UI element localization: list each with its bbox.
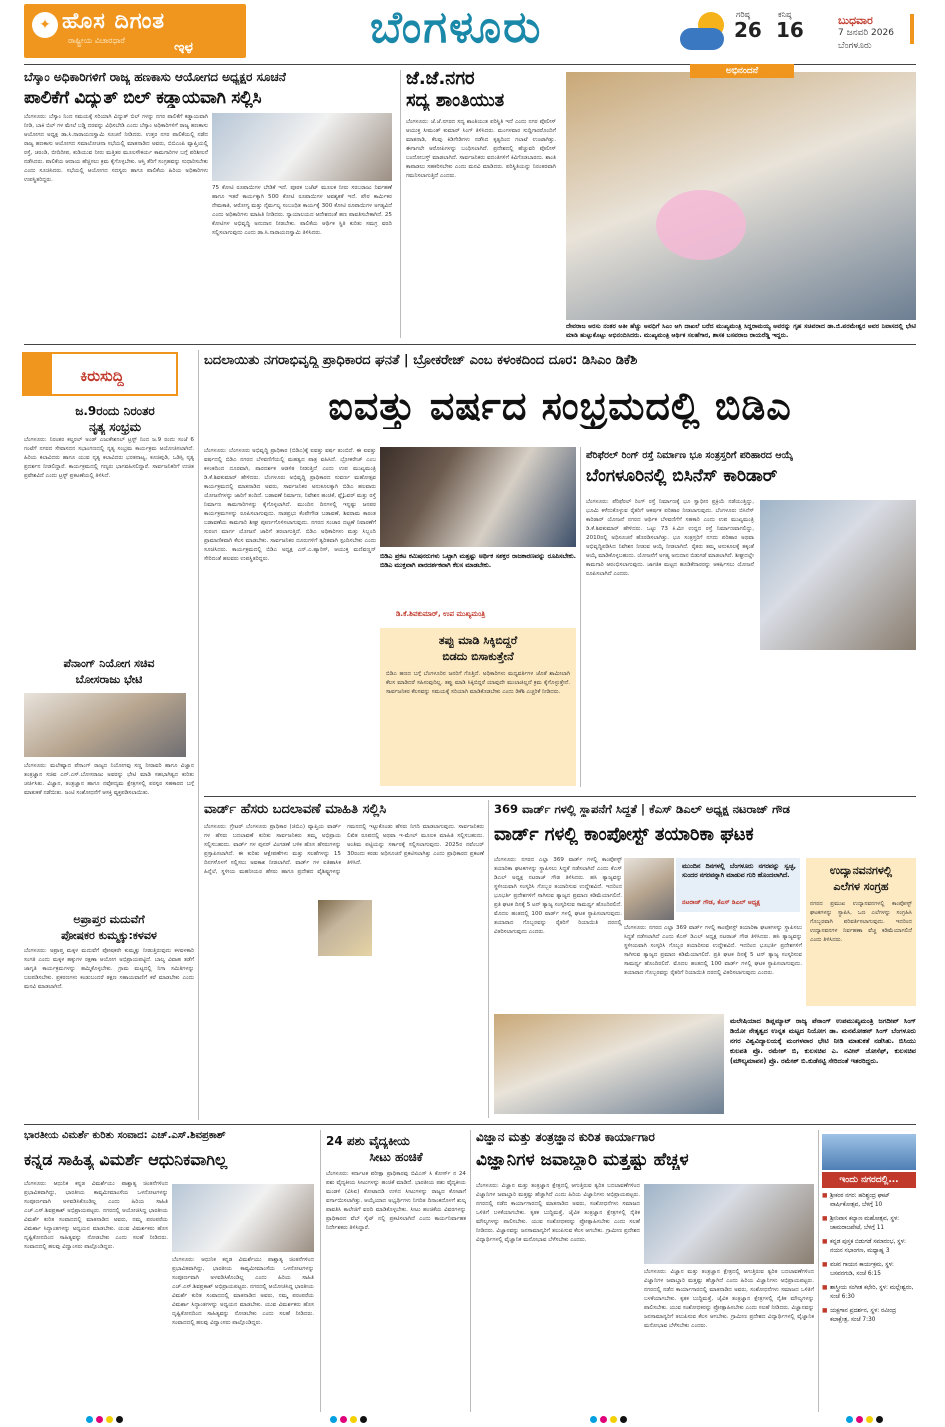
brief1-title-line2: ನೃತ್ಯ ಸಂಭ್ರಮ bbox=[88, 420, 142, 434]
lamp-logo-icon: ✦ bbox=[32, 12, 58, 38]
science-photo bbox=[644, 1184, 814, 1264]
ward-building-photo bbox=[318, 900, 372, 956]
black-dot bbox=[116, 1416, 123, 1423]
compost-side-title-line1: ಉದ್ಯಾನವನಗಳಲ್ಲಿ bbox=[829, 864, 893, 877]
yellow-dot bbox=[610, 1416, 617, 1423]
brief2-title-line1: ಪೆನಾಂಗ್ ನಿಯೋಗ ಸಚಿವ bbox=[63, 657, 155, 670]
literature-headline: ಕನ್ನಡ ಸಾಹಿತ್ಯ ವಿಮರ್ಶೆ ಆಧುನಿಕವಾಗಿಲ್ಲ bbox=[24, 1150, 228, 1169]
story2-headline-line1: ಜೆ.ಜೆ.ನಗರ bbox=[406, 68, 475, 89]
vet-headline-line2: ಸೀಟು ಹಂಚಿಕೆ bbox=[369, 1150, 423, 1164]
today-item-text: ಶಾಸ್ತ್ರೀಯ ಸಂಗೀತ ಕಛೇರಿ, ಸ್ಥಳ: ಮಲ್ಲೇಶ್ವರಂ, ಸಂಜೆ 6:30 bbox=[830, 1285, 914, 1300]
magenta-dot bbox=[340, 1416, 347, 1423]
brief2-body: ಬೆಂಗಳೂರು: ಮಲೇಷ್ಯಾದ ಪೆನಾಂಗ್ ರಾಜ್ಯದ ನಿಯೋಗವು ಸಣ್ಣ ನೀರಾವರಿ ಹಾಗೂ ವಿಜ್ಞಾನ ತಂತ್ರಜ್ಞಾನ ಸಚಿವ ಎನ್.ಎಸ್.ಬೋಸರಾಜು ಅವರನ್ನು ಭೇಟಿ ಮಾಡಿ ಸಹಭಾಗಿತ್ವದ ಕುರಿತು ಚರ್ಚಿಸಿತು. ವಿಜ್ಞಾನ, ತಂತ್ರಜ್ಞಾನ ಹಾಗೂ ನವೋದ್ಯಮ ಕ್ಷೇತ್ರಗಳಲ್ಲಿ ಪರಸ್ಪರ ಸಹಕಾರದ ಬಗ್ಗೆ ಮಾತುಕತೆ ನಡೆಯಿತು. ಜಂಟಿ ಸಂಶೋಧನೆಗೆ ಆಸಕ್ತಿ ವ್ಯಕ್ತಪಡಿಸಲಾಯಿತು. bbox=[24, 763, 194, 796]
cyan-dot bbox=[330, 1416, 337, 1423]
compost-body-cont: ಬೆಂಗಳೂರು: ನಗರದ ಎಲ್ಲಾ 369 ವಾರ್ಡ್ ಗಳಲ್ಲಿ ಕಾಂಪೋಸ್ಟ್ ತಯಾರಿಕಾ ಘಟಕಗಳನ್ನು ಸ್ಥಾಪಿಸಲು ಸಿದ್ಧತೆ ನಡೆಸಲಾಗಿದೆ ಎಂದು ಕೆಎಸ್ ಡಿಎಲ್ ಅಧ್ಯಕ್ಷ ನಟರಾಜ್ ಗೌಡ ತಿಳಿಸಿದರು. ಹಸಿ ತ್ಯಾಜ್ಯವನ್ನು ಸ್ಥಳೀಯವಾಗಿ ಸಂಸ್ಕರಿಸಿ ಗೊಬ್ಬರ ತಯಾರಿಸುವ ಉದ್ದೇಶವಿದೆ. ಇದರಿಂದ ಭೂಭರ್ತಿ ಪ್ರದೇಶಗಳಿಗೆ ಸಾಗಿಸುವ ತ್ಯಾಜ್ಯದ ಪ್ರಮಾಣ ಕಡಿಮೆಯಾಗಲಿದೆ. ಪ್ರತಿ ಘಟಕ ದಿನಕ್ಕೆ 5 ಟನ್ ತ್ಯಾಜ್ಯ ಸಂಸ್ಕರಿಸುವ ಸಾಮರ್ಥ್ಯ ಹೊಂದಿರಲಿದೆ. ಮೊದಲ ಹಂತದಲ್ಲಿ 100 ವಾರ್ಡ್ ಗಳಲ್ಲಿ ಘಟಕ ಸ್ಥಾಪಿಸಲಾಗುವುದು. ತಯಾರಾದ ಗೊಬ್ಬರವನ್ನು ರೈತರಿಗೆ ರಿಯಾಯಿತಿ ದರದಲ್ಲಿ ವಿತರಿಸಲಾಗುವುದು ಎಂದರು. bbox=[624, 925, 802, 976]
edition-label: ಇಳ bbox=[174, 38, 194, 57]
col-divider bbox=[400, 70, 401, 338]
yellow-dot bbox=[106, 1416, 113, 1423]
today-item bbox=[822, 1307, 916, 1324]
max-temp-label: ಗರಿಷ್ಠ bbox=[736, 10, 750, 19]
yellow-dot bbox=[866, 1416, 873, 1423]
compost-body: ಬೆಂಗಳೂರು: ನಗರದ ಎಲ್ಲಾ 369 ವಾರ್ಡ್ ಗಳಲ್ಲಿ ಕಾಂಪೋಸ್ಟ್ ತಯಾರಿಕಾ ಘಟಕಗಳನ್ನು ಸ್ಥಾಪಿಸಲು ಸಿದ್ಧತೆ ನಡೆಸಲಾಗಿದೆ ಎಂದು ಕೆಎಸ್ ಡಿಎಲ್ ಅಧ್ಯಕ್ಷ ನಟರಾಜ್ ಗೌಡ ತಿಳಿಸಿದರು. ಹಸಿ ತ್ಯಾಜ್ಯವನ್ನು ಸ್ಥಳೀಯವಾಗಿ ಸಂಸ್ಕರಿಸಿ ಗೊಬ್ಬರ ತಯಾರಿಸುವ ಉದ್ದೇಶವಿದೆ. ಇದರಿಂದ ಭೂಭರ್ತಿ ಪ್ರದೇಶಗಳಿಗೆ ಸಾಗಿಸುವ ತ್ಯಾಜ್ಯದ ಪ್ರಮಾಣ ಕಡಿಮೆಯಾಗಲಿದೆ. ಪ್ರತಿ ಘಟಕ ದಿನಕ್ಕೆ 5 ಟನ್ ತ್ಯಾಜ್ಯ ಸಂಸ್ಕರಿಸುವ ಸಾಮರ್ಥ್ಯ ಹೊಂದಿರಲಿದೆ. ಮೊದಲ ಹಂತದಲ್ಲಿ 100 ವಾರ್ಡ್ ಗಳಲ್ಲಿ ಘಟಕ ಸ್ಥಾಪಿಸಲಾಗುವುದು. ತಯಾರಾದ ಗೊಬ್ಬರವನ್ನು ರೈತರಿಗೆ ರಿಯಾಯಿತಿ ದರದಲ್ಲಿ ವಿತರಿಸಲಾಗುವುದು ಎಂದರು. bbox=[494, 857, 622, 935]
magenta-dot bbox=[856, 1416, 863, 1423]
cyan-dot bbox=[846, 1416, 853, 1423]
corridor-headline: ಬೆಂಗಳೂರಿನಲ್ಲಿ ಬಿಸಿನೆಸ್ ಕಾರಿಡಾರ್ bbox=[586, 466, 778, 486]
col-divider bbox=[198, 350, 199, 1120]
col-divider bbox=[580, 447, 581, 787]
lead-kicker: ಬದಲಾಯಿತು ನಗರಾಭಿವೃದ್ಧಿ ಪ್ರಾಧಿಕಾರದ ಘನತೆ | ಬ್ರೋಕರೇಜ್ ಎಂಬ ಕಳಂಕದಿಂದ ದೂರ: ಡಿಸಿಎಂ ಡಿಕೆಶಿ bbox=[204, 353, 638, 368]
story1-headline: ಪಾಲಿಕೆಗೆ ವಿದ್ಯುತ್ ಬಿಲ್ ಕಡ್ಡಾಯವಾಗಿ ಸಲ್ಲಿಸಿ bbox=[24, 88, 262, 108]
brief3-title-line1: ಅಪ್ರಾಪ್ತರ ಮದುವೆಗೆ bbox=[73, 913, 145, 926]
col-divider bbox=[818, 1130, 819, 1412]
cyan-dot bbox=[590, 1416, 597, 1423]
ward-headline: ವಾರ್ಡ್ ಹೆಸರು ಬದಲಾವಣೆ ಮಾಹಿತಿ ಸಲ್ಲಿಸಿ bbox=[204, 802, 387, 817]
date-block bbox=[838, 14, 894, 53]
weather-icon bbox=[676, 8, 736, 56]
science-body: ಬೆಂಗಳೂರು: ವಿಜ್ಞಾನ ಮತ್ತು ತಂತ್ರಜ್ಞಾನ ಕ್ಷೇತ್ರದಲ್ಲಿ ಆಗುತ್ತಿರುವ ತ್ವರಿತ ಬದಲಾವಣೆಗಳಿಂದ ವಿಜ್ಞಾನಿಗಳ ಜವಾಬ್ದಾರಿ ಮತ್ತಷ್ಟು ಹೆಚ್ಚಾಗಿದೆ ಎಂದು ಹಿರಿಯ ವಿಜ್ಞಾನಿಗಳು ಅಭಿಪ್ರಾಯಪಟ್ಟರು. ನಗರದಲ್ಲಿ ನಡೆದ ಕಾರ್ಯಾಗಾರದಲ್ಲಿ ಮಾತನಾಡಿದ ಅವರು, ಸಂಶೋಧನೆಗಳು ಸಮಾಜದ ಒಳಿತಿಗೆ ಬಳಕೆಯಾಗಬೇಕು. ಕೃತಕ ಬುದ್ಧಿಮತ್ತೆ, ಜೈವಿಕ ತಂತ್ರಜ್ಞಾನ ಕ್ಷೇತ್ರಗಳಲ್ಲಿ ನೈತಿಕ ಮೌಲ್ಯಗಳನ್ನು ಪಾಲಿಸಬೇಕು. ಯುವ ಸಂಶೋಧಕರನ್ನು ಪ್ರೋತ್ಸಾಹಿಸಬೇಕು ಎಂದು ಸಲಹೆ ನೀಡಿದರು. ವಿಜ್ಞಾನವನ್ನು ಜನಸಾಮಾನ್ಯರಿಗೆ ತಲುಪಿಸುವ ಕೆಲಸ ಆಗಬೇಕು. ಗ್ರಾಮೀಣ ಪ್ರದೇಶದ ವಿದ್ಯಾರ್ಥಿಗಳಲ್ಲಿ ವೈಜ್ಞಾನಿಕ ಮನೋಭಾವ ಬೆಳೆಸಬೇಕು ಎಂದರು. bbox=[476, 1183, 640, 1243]
place: ಬೆಂಗಳೂರು bbox=[838, 41, 872, 51]
compost-side-title-line2: ಎಲೆಗಳ ಸಂಗ್ರಹ bbox=[833, 880, 889, 893]
brand-name: ಹೊಸ ದಿಗಂತ bbox=[62, 9, 166, 34]
city-title: ಬೆಂಗಳೂರು bbox=[370, 2, 543, 53]
science-headline: ವಿಜ್ಞಾನಿಗಳ ಜವಾಬ್ದಾರಿ ಮತ್ತಷ್ಟು ಹೆಚ್ಚಳ bbox=[476, 1150, 689, 1170]
story2-body: ಬೆಂಗಳೂರು: ಜೆ.ಜೆ.ನಗರದ ಸದ್ಯ ಶಾಂತಿಯುತ ಪರಿಸ್ಥಿತಿ ಇದೆ ಎಂದು ನಗರ ಪೊಲೀಸ್ ಆಯುಕ್ತ ಸೀಮಂತ್ ಕುಮಾರ್ ಸಿಂಗ್ ತಿಳಿಸಿದರು. ಮಂಗಳವಾರ ಸುದ್ದಿಗಾರರೊಂದಿಗೆ ಮಾತನಾಡಿ, ಕೆಲವು ಕಿಡಿಗೇಡಿಗಳು ನಡೆಸಿದ ಕೃತ್ಯದಿಂದ ಗಲಾಟೆ ಉಂಟಾಗಿತ್ತು. ಈಗಾಗಲೇ ಆರೋಪಿಗಳನ್ನು ಬಂಧಿಸಲಾಗಿದೆ. ಪ್ರದೇಶದಲ್ಲಿ ಹೆಚ್ಚುವರಿ ಪೊಲೀಸ್ ಬಂದೋಬಸ್ತ್ ಮಾಡಲಾಗಿದೆ. ಸಾರ್ವಜನಿಕರು ವದಂತಿಗಳಿಗೆ ಕಿವಿಗೊಡಬಾರದು. ಶಾಂತಿ ಕಾಪಾಡಲು ಸಹಕರಿಸಬೇಕು ಎಂದು ಮನವಿ ಮಾಡಿದರು. ಪರಿಸ್ಥಿತಿಯನ್ನು ನಿರಂತರವಾಗಿ ಗಮನಿಸಲಾಗುತ್ತಿದೆ ಎಂದರು. bbox=[406, 119, 556, 179]
hand-icon bbox=[22, 352, 52, 396]
felicitation-caption: ದೇವರಾಜ ಅರಸು ನಂತರ ಅತೀ ಹೆಚ್ಚು ಅವಧಿಗೆ ಸಿಎಂ ಆಗಿ ದಾಖಲೆ ಬರೆದ ಮುಖ್ಯಮಂತ್ರಿ ಸಿದ್ದರಾಮಯ್ಯ ಅವರನ್ನು ಗೃಹ ಸಚಿವರಾದ ಡಾ.ಜಿ.ಪರಮೇಶ್ವರ ಅವರ ನಿವಾಸದಲ್ಲಿ ಭೇಟಿ ಮಾಡಿ ಹುಟ್ಟುಕೊಟ್ಟು ಅಭಿನಂದಿಸಿದರು. ಮುಖ್ಯಮಂತ್ರಿ ಆರ್ಥಿಕ ಸಲಹೆಗಾರ, ಶಾಸಕ ಬಸವರಾಜ ರಾಯರೆಡ್ಡಿ ಇದ್ದರು. bbox=[566, 323, 916, 339]
edge-marker bbox=[910, 14, 914, 44]
lead-quote-author: ಡಿ.ಕೆ.ಶಿವಕುಮಾರ್, ಉಪ ಮುಖ್ಯಮಂತ್ರಿ bbox=[396, 610, 486, 618]
ward-body: ಬೆಂಗಳೂರು: ಗ್ರೇಟರ್ ಬೆಂಗಳೂರು ಪ್ರಾಧಿಕಾರ (ಜಿಬಿಎ) ವ್ಯಾಪ್ತಿಯ ವಾರ್ಡ್ ಗಳ ಹೆಸರು ಬದಲಾವಣೆ ಕುರಿತು ಸಾರ್ವಜನಿಕರು ತಮ್ಮ ಅಭಿಪ್ರಾಯ ಸಲ್ಲಿಸಬಹುದು. ವಾರ್ಡ್ ಗಳ ಪುನರ್ ವಿಂಗಡಣೆ ಬಳಿಕ ಹೊಸ ಹೆಸರುಗಳನ್ನು ಪ್ರಸ್ತಾಪಿಸಲಾಗಿದೆ. ಈ ಕುರಿತು ಆಕ್ಷೇಪಣೆಗಳು ಮತ್ತು ಸಲಹೆಗಳನ್ನು 15 ದಿನಗಳೊಳಗೆ ಸಲ್ಲಿಸಲು ಅವಕಾಶ ನೀಡಲಾಗಿದೆ. ವಾರ್ಡ್ ಗಳ ಐತಿಹಾಸಿಕ ಹಿನ್ನೆಲೆ, ಸ್ಥಳೀಯ ಮಹನೀಯರ ಹೆಸರು ಹಾಗೂ ಪ್ರದೇಶದ ವೈಶಿಷ್ಟ್ಯಗಳನ್ನು ಗಮನದಲ್ಲಿ ಇಟ್ಟುಕೊಂಡು ಹೆಸರು ನಿಗದಿ ಮಾಡಲಾಗುವುದು. ಸಾರ್ವಜನಿಕರು ಲಿಖಿತ ರೂಪದಲ್ಲಿ ಅಥವಾ ಇ-ಮೇಲ್ ಮೂಲಕ ಮಾಹಿತಿ ಸಲ್ಲಿಸಬಹುದು. ಅಂತಿಮ ಪಟ್ಟಿಯನ್ನು ಸರ್ಕಾರಕ್ಕೆ ಸಲ್ಲಿಸಲಾಗುವುದು. 2025ರ ನವೆಂಬರ್ 30ರಂದು ಕರಡು ಅಧಿಸೂಚನೆ ಪ್ರಕಟಿಸಲಾಗಿತ್ತು ಎಂದು ಪ್ರಾಧಿಕಾರದ ಪ್ರಕಟಣೆ ತಿಳಿಸಿದೆ. bbox=[204, 824, 484, 875]
brand-tagline: ರಾಷ್ಟ್ರೀಯ ವಿಚಾರಧಾರೆ bbox=[68, 36, 125, 45]
brief3-body: ಬೆಂಗಳೂರು: ಅಪ್ರಾಪ್ತ ಮಕ್ಕಳ ಮದುವೆಗೆ ಪೋಷಕರೇ ಕುಮ್ಮಕ್ಕು ನೀಡುತ್ತಿರುವುದು ಕಳವಳಕಾರಿ ಸಂಗತಿ ಎಂದು ಮಕ್ಕಳ ಹಕ್ಕುಗಳ ರಕ್ಷಣಾ ಆಯೋಗ ಅಭಿಪ್ರಾಯಪಟ್ಟಿದೆ. ಬಾಲ್ಯ ವಿವಾಹ ತಡೆಗೆ ಜಾಗೃತಿ ಕಾರ್ಯಕ್ರಮಗಳನ್ನು ಹಮ್ಮಿಕೊಳ್ಳಬೇಕು. ಗ್ರಾಮ ಮಟ್ಟದಲ್ಲಿ ನಿಗಾ ಸಮಿತಿಗಳನ್ನು ಬಲಪಡಿಸಬೇಕು. ಪ್ರಕರಣಗಳು ಕಂಡುಬಂದರೆ ತಕ್ಷಣ ಸಹಾಯವಾಣಿಗೆ ಕರೆ ಮಾಡಬೇಕು ಎಂದು ಮನವಿ ಮಾಡಲಾಗಿದೆ. bbox=[24, 948, 194, 990]
today-label: ಇಂದು ನಗರದಲ್ಲಿ... bbox=[822, 1172, 916, 1188]
bullet-icon: ■ bbox=[822, 1262, 828, 1268]
black-dot bbox=[360, 1416, 367, 1423]
today-item-text: ಕನ್ನಡ ಪುಸ್ತಕ ಬಿಡುಗಡೆ ಸಮಾರಂಭ, ಸ್ಥಳ: ನಯನ ಸಭಾಂಗಣ, ಮಧ್ಯಾಹ್ನ 3 bbox=[830, 1239, 906, 1254]
cyan-dot bbox=[86, 1416, 93, 1423]
bullet-icon: ■ bbox=[822, 1216, 828, 1222]
delegation-photo bbox=[494, 1014, 724, 1114]
col-divider bbox=[470, 1130, 471, 1412]
today-item-text: ಯಕ್ಷಗಾನ ಪ್ರದರ್ಶನ, ಸ್ಥಳ: ರವೀಂದ್ರ ಕಲಾಕ್ಷೇತ್ರ, ಸಂಜೆ 7:30 bbox=[830, 1308, 897, 1323]
skyline-icon bbox=[822, 1134, 916, 1170]
brief3-title-line2: ಪೋಷಕರ ಕುಮ್ಮಕ್ಕು:ಕಳವಳ bbox=[61, 929, 157, 942]
felicitation-photo bbox=[566, 72, 916, 320]
compost-kicker: 369 ವಾರ್ಡ್ ಗಳಲ್ಲಿ ಸ್ಥಾಪನೆಗೆ ಸಿದ್ಧತೆ | ಕೆಎಸ್ ಡಿಎಲ್ ಅಧ್ಯಕ್ಷ ನಟರಾಜ್ ಗೌಡ bbox=[494, 802, 790, 816]
compost-quote: ಮುಂದಿನ ದಿನಗಳಲ್ಲಿ ಬೆಂಗಳೂರು ನಗರವನ್ನು ಸ್ವಚ್ಛ, ಸುಂದರ ನಗರವನ್ನಾಗಿ ಮಾಡುವ ಗುರಿ ಹೊಂದಲಾಗಿದೆ. bbox=[682, 863, 796, 879]
bullet-icon: ■ bbox=[822, 1308, 828, 1314]
brief1-body: ಬೆಂಗಳೂರು: ನಿರಂತರ ಕಲ್ಚರಲ್ ಅಂಡ್ ಎಜುಕೇಶನಲ್ ಟ್ರಸ್ಟ್ ನಿಂದ ಜ.9 ರಂದು ಸಂಜೆ 6 ಗಂಟೆಗೆ ನಗರದ ಸೇವಾಸದನ ಸಭಾಂಗಣದಲ್ಲಿ ನೃತ್ಯ ಸಂಭ್ರಮ ಕಾರ್ಯಕ್ರಮ ಆಯೋಜಿಸಲಾಗಿದೆ. ಹಿರಿಯ ಕಲಾವಿದರು ಹಾಗೂ ಯುವ ನೃತ್ಯ ಕಲಾವಿದರು ಭರತನಾಟ್ಯ, ಕೂಚಿಪುಡಿ, ಒಡಿಸ್ಸಿ ನೃತ್ಯ ಪ್ರದರ್ಶನ ನೀಡಲಿದ್ದಾರೆ. ಕಾರ್ಯಕ್ರಮದಲ್ಲಿ ಗಣ್ಯರು ಭಾಗವಹಿಸಲಿದ್ದಾರೆ. ಸಾರ್ವಜನಿಕರಿಗೆ ಉಚಿತ ಪ್ರವೇಶವಿದೆ ಎಂದು ಟ್ರಸ್ಟ್ ಪ್ರಕಟಣೆಯಲ್ಲಿ ತಿಳಿಸಿದೆ. bbox=[24, 437, 194, 479]
literature-body-cont: ಬೆಂಗಳೂರು: ಆಧುನಿಕ ಕನ್ನಡ ವಿಮರ್ಶೆಯು ಪಾಶ್ಚಾತ್ಯ ಚಿಂತನೆಗಳಿಂದ ಪ್ರಭಾವಿತವಾಗಿದ್ದು, ಭಾರತೀಯ ಕಾವ್ಯಮೀಮಾಂಸೆಯ ಒಳನೋಟಗಳನ್ನು ಸಂಪೂರ್ಣವಾಗಿ ಅಳವಡಿಸಿಕೊಂಡಿಲ್ಲ ಎಂದು ಹಿರಿಯ ಸಾಹಿತಿ ಎಚ್.ಎಸ್.ಶಿವಪ್ರಕಾಶ್ ಅಭಿಪ್ರಾಯಪಟ್ಟರು. ನಗರದಲ್ಲಿ ಆಯೋಜಿಸಿದ್ದ ಭಾರತೀಯ ವಿಮರ್ಶೆ ಕುರಿತ ಸಂವಾದದಲ್ಲಿ ಮಾತನಾಡಿದ ಅವರು, ನಮ್ಮ ಪರಂಪರೆಯ ವಿಮರ್ಶಾ ಸಿದ್ಧಾಂತಗಳನ್ನು ಅಧ್ಯಯನ ಮಾಡಬೇಕು. ಯುವ ವಿಮರ್ಶಕರು ಹೊಸ ದೃಷ್ಟಿಕೋನದಿಂದ ಸಾಹಿತ್ಯವನ್ನು ನೋಡಬೇಕು ಎಂದು ಸಲಹೆ ನೀಡಿದರು. ಸಂವಾದದಲ್ಲಿ ಹಲವು ವಿದ್ವಾಂಸರು ಪಾಲ್ಗೊಂಡಿದ್ದರು. bbox=[172, 1257, 314, 1326]
magenta-dot bbox=[600, 1416, 607, 1423]
today-item bbox=[822, 1261, 916, 1278]
brief2-photo bbox=[24, 693, 186, 757]
black-dot bbox=[620, 1416, 627, 1423]
compost-portrait bbox=[624, 858, 674, 920]
science-body-cont: ಬೆಂಗಳೂರು: ವಿಜ್ಞಾನ ಮತ್ತು ತಂತ್ರಜ್ಞಾನ ಕ್ಷೇತ್ರದಲ್ಲಿ ಆಗುತ್ತಿರುವ ತ್ವರಿತ ಬದಲಾವಣೆಗಳಿಂದ ವಿಜ್ಞಾನಿಗಳ ಜವಾಬ್ದಾರಿ ಮತ್ತಷ್ಟು ಹೆಚ್ಚಾಗಿದೆ ಎಂದು ಹಿರಿಯ ವಿಜ್ಞಾನಿಗಳು ಅಭಿಪ್ರಾಯಪಟ್ಟರು. ನಗರದಲ್ಲಿ ನಡೆದ ಕಾರ್ಯಾಗಾರದಲ್ಲಿ ಮಾತನಾಡಿದ ಅವರು, ಸಂಶೋಧನೆಗಳು ಸಮಾಜದ ಒಳಿತಿಗೆ ಬಳಕೆಯಾಗಬೇಕು. ಕೃತಕ ಬುದ್ಧಿಮತ್ತೆ, ಜೈವಿಕ ತಂತ್ರಜ್ಞಾನ ಕ್ಷೇತ್ರಗಳಲ್ಲಿ ನೈತಿಕ ಮೌಲ್ಯಗಳನ್ನು ಪಾಲಿಸಬೇಕು. ಯುವ ಸಂಶೋಧಕರನ್ನು ಪ್ರೋತ್ಸಾಹಿಸಬೇಕು ಎಂದು ಸಲಹೆ ನೀಡಿದರು. ವಿಜ್ಞಾನವನ್ನು ಜನಸಾಮಾನ್ಯರಿಗೆ ತಲುಪಿಸುವ ಕೆಲಸ ಆಗಬೇಕು. ಗ್ರಾಮೀಣ ಪ್ರದೇಶದ ವಿದ್ಯಾರ್ಥಿಗಳಲ್ಲಿ ವೈಜ್ಞಾನಿಕ ಮನೋಭಾವ ಬೆಳೆಸಬೇಕು ಎಂದರು. bbox=[644, 1269, 814, 1329]
delegation-caption: ಮಲೇಷಿಯಾದ ಡಿಪ್ಲಮ್ಯಾಟ್ ರಾಜ್ಯ ಪೆನಾಂಗ್ ಉಪಮುಖ್ಯಮಂತ್ರಿ ಜಗದೀಪ್ ಸಿಂಗ್ ಡಿಯೋ ನೇತೃತ್ವದ ಉನ್ನತ ಮಟ್ಟದ ನಿಯೋಗ ಡಾ. ಮನಮೋಹನ್ ಸಿಂಗ್ ಬೆಂಗಳೂರು ನಗರ ವಿಶ್ವವಿದ್ಯಾಲಯಕ್ಕೆ ಮಂಗಳವಾರ ಭೇಟಿ ನೀಡಿ ಮಾತುಕತೆ ನಡೆಸಿತು. ಬಿಸಿಯು ಕುಲಪತಿ ಪ್ರೊ. ರಮೇಶ್ ಬಿ, ಕುಲಸಚಿವ ಎ. ನವೀನ್ ಜೋಸೆಫ್, ಕುಲಸಚಿವ (ಮೌಲ್ಯಮಾಪನ) ಪ್ರೊ. ರಮೇಶ್ ಬಿ.ಕುಡೆನಟ್ಟಿ ಸೇರಿದಂತೆ ಇತರರಿದ್ದರು. bbox=[730, 1017, 916, 1065]
story1-body: ಬೆಂಗಳೂರು: ಬೆಸ್ಕಾಂ ನಿಂದ ಸಮಯಕ್ಕೆ ಸರಿಯಾಗಿ ವಿದ್ಯುತ್ ಬಿಲ್ ಗಳನ್ನು ನಗರ ಪಾಲಿಕೆಗೆ ಕಡ್ಡಾಯವಾಗಿ ನೀಡಿ, ಬಾಕಿ ಬಿಲ್ ಗಳ ಮೇಲೆ ಬಡ್ಡಿ ದರವನ್ನು ವಿಧಿಸಬೇಡಿ ಎಂದು ಬೆಸ್ಕಾಂ ಅಧಿಕಾರಿಗಳಿಗೆ ರಾಜ್ಯ ಹಣಕಾಸು ಆಯೋಗದ ಅಧ್ಯಕ್ಷ ಡಾ.ಸಿ.ನಾರಾಯಣಸ್ವಾಮಿ ಸೂಚನೆ ನೀಡಿದರು. ಉತ್ತರ ನಗರ ಪಾಲಿಕೆಯಲ್ಲಿ ನಡೆದ ರಾಜ್ಯ ಹಣಕಾಸು ಆಯೋಗದ ಸಮಾಲೋಚನಾ ಸಭೆಯಲ್ಲಿ ಮಾತನಾಡಿದ ಅವರು, ಬಿಬಿಎಂಪಿ ವ್ಯಾಪ್ತಿಯಲ್ಲಿ ರಸ್ತೆ, ಚರಂಡಿ, ಬೀದಿದೀಪ, ಕುಡಿಯುವ ನೀರು ಮತ್ತಿತರ ಮೂಲಸೌಕರ್ಯ ಕಾಮಗಾರಿಗಳ ಬಗ್ಗೆ ಪರಿಶೀಲನೆ ನಡೆಸಿದರು. ಪಾಲಿಕೆಯ ಆದಾಯ ಹೆಚ್ಚಿಸಲು ಕ್ರಮ ಕೈಗೊಳ್ಳಬೇಕು. ಆಸ್ತಿ ತೆರಿಗೆ ಸಂಗ್ರಹವನ್ನು ಸುಧಾರಿಸಬೇಕು ಎಂದು ಸೂಚಿಸಿದರು. ಸಭೆಯಲ್ಲಿ ಆಯೋಗದ ಸದಸ್ಯರು ಹಾಗೂ ಪಾಲಿಕೆಯ ಹಿರಿಯ ಅಧಿಕಾರಿಗಳು ಉಪಸ್ಥಿತರಿದ್ದರು. bbox=[24, 114, 208, 183]
bullet-icon: ■ bbox=[822, 1193, 828, 1199]
section-rule bbox=[204, 796, 916, 797]
today-item bbox=[822, 1215, 916, 1232]
felicitation-badge: ಅಭಿನಂದನೆ bbox=[690, 64, 794, 78]
corridor-kicker: ಪೆರಿಫೆರಲ್ ರಿಂಗ್ ರಸ್ತೆ ನಿರ್ಮಾಣ ಭೂ ಸಂತ್ರಸ್ತರಿಗೆ ಪರಿಹಾರದ ಆಯ್ಕೆ bbox=[586, 450, 793, 461]
literature-body: ಬೆಂಗಳೂರು: ಆಧುನಿಕ ಕನ್ನಡ ವಿಮರ್ಶೆಯು ಪಾಶ್ಚಾತ್ಯ ಚಿಂತನೆಗಳಿಂದ ಪ್ರಭಾವಿತವಾಗಿದ್ದು, ಭಾರತೀಯ ಕಾವ್ಯಮೀಮಾಂಸೆಯ ಒಳನೋಟಗಳನ್ನು ಸಂಪೂರ್ಣವಾಗಿ ಅಳವಡಿಸಿಕೊಂಡಿಲ್ಲ ಎಂದು ಹಿರಿಯ ಸಾಹಿತಿ ಎಚ್.ಎಸ್.ಶಿವಪ್ರಕಾಶ್ ಅಭಿಪ್ರಾಯಪಟ್ಟರು. ನಗರದಲ್ಲಿ ಆಯೋಜಿಸಿದ್ದ ಭಾರತೀಯ ವಿಮರ್ಶೆ ಕುರಿತ ಸಂವಾದದಲ್ಲಿ ಮಾತನಾಡಿದ ಅವರು, ನಮ್ಮ ಪರಂಪರೆಯ ವಿಮರ್ಶಾ ಸಿದ್ಧಾಂತಗಳನ್ನು ಅಧ್ಯಯನ ಮಾಡಬೇಕು. ಯುವ ವಿಮರ್ಶಕರು ಹೊಸ ದೃಷ್ಟಿಕೋನದಿಂದ ಸಾಹಿತ್ಯವನ್ನು ನೋಡಬೇಕು ಎಂದು ಸಲಹೆ ನೀಡಿದರು. ಸಂವಾದದಲ್ಲಿ ಹಲವು ವಿದ್ವಾಂಸರು ಪಾಲ್ಗೊಂಡಿದ್ದರು. bbox=[24, 1181, 168, 1250]
yellow-dot bbox=[350, 1416, 357, 1423]
vet-body: ಬೆಂಗಳೂರು: ಕರ್ನಾಟಕ ಪರೀಕ್ಷಾ ಪ್ರಾಧಿಕಾರವು ಬಿವಿಎಸ್ ಸಿ ಕೋರ್ಸ್ ನ 24 ಪಶು ವೈದ್ಯಕೀಯ ಸೀಟುಗಳನ್ನು ಹಂಚಿಕೆ ಮಾಡಿದೆ. ಭಾರತೀಯ ಪಶು ವೈದ್ಯಕೀಯ ಮಂಡಳಿ (ವಿಸಿಐ) ಕೋಟಾದಡಿ ಉಳಿದ ಸೀಟುಗಳನ್ನು ರಾಜ್ಯದ ಕೋಟಾಗೆ ವರ್ಗಾಯಿಸಲಾಗಿತ್ತು. ಆಯ್ಕೆಯಾದ ಅಭ್ಯರ್ಥಿಗಳು ನಿಗದಿತ ದಿನಾಂಕದೊಳಗೆ ಶುಲ್ಕ ಪಾವತಿಸಿ ಕಾಲೇಜಿಗೆ ವರದಿ ಮಾಡಿಕೊಳ್ಳಬೇಕು. ಸೀಟು ಹಂಚಿಕೆಯ ವಿವರಗಳನ್ನು ಪ್ರಾಧಿಕಾರದ ವೆಬ್ ಸೈಟ್ ನಲ್ಲಿ ಪ್ರಕಟಿಸಲಾಗಿದೆ ಎಂದು ಕಾರ್ಯನಿರ್ವಾಹಕ ನಿರ್ದೇಶಕರು ತಿಳಿಸಿದ್ದಾರೆ. bbox=[326, 1171, 466, 1231]
black-dot bbox=[876, 1416, 883, 1423]
lead-headline: ಐವತ್ತು ವರ್ಷದ ಸಂಭ್ರಮದಲ್ಲಿ ಬಿಡಿಎ bbox=[328, 384, 792, 428]
cloud-icon bbox=[680, 28, 724, 50]
today-item-text: ಶ್ರೀಕಂಠ ನಗರ: ಹರಿಶ್ಚಂದ್ರ ಘಾಟ್ ವಾರ್ಷಿಕೋತ್ಸವ, ಬೆಳಗ್ಗೆ 10 bbox=[830, 1193, 890, 1208]
bullet-icon: ■ bbox=[822, 1285, 828, 1291]
today-item bbox=[822, 1238, 916, 1255]
lead-body: ಬೆಂಗಳೂರು: ಬೆಂಗಳೂರು ಅಭಿವೃದ್ಧಿ ಪ್ರಾಧಿಕಾರ (ಬಿಡಿಎ)ಕ್ಕೆ ಐವತ್ತು ವರ್ಷ ತುಂಬಿದೆ. ಈ ಐವತ್ತು ವರ್ಷದಲ್ಲಿ ಬಿಡಿಎ ನಗರದ ಬೆಳವಣಿಗೆಯಲ್ಲಿ ಮಹತ್ವದ ಪಾತ್ರ ವಹಿಸಿದೆ. ಬ್ರೋಕರೇಜ್ ಎಂಬ ಕಳಂಕದಿಂದ ದೂರವಾಗಿ, ಪಾರದರ್ಶಕ ಆಡಳಿತ ನೀಡುತ್ತಿದೆ ಎಂದು ಉಪ ಮುಖ್ಯಮಂತ್ರಿ ಡಿ.ಕೆ.ಶಿವಕುಮಾರ್ ಹೇಳಿದರು. ಬೆಂಗಳೂರು ಅಭಿವೃದ್ಧಿ ಪ್ರಾಧಿಕಾರದ ಸುವರ್ಣ ಮಹೋತ್ಸವ ಕಾರ್ಯಕ್ರಮದಲ್ಲಿ ಮಾತನಾಡಿದ ಅವರು, ಸಾರ್ವಜನಿಕರ ಅನುಕೂಲಕ್ಕಾಗಿ ಬಿಡಿಎ ಹಲವಾರು ಯೋಜನೆಗಳನ್ನು ಜಾರಿಗೆ ತಂದಿದೆ. ಬಡಾವಣೆ ನಿರ್ಮಾಣ, ನಿವೇಶನ ಹಂಚಿಕೆ, ಫ್ಲೈಓವರ್ ಮತ್ತು ರಸ್ತೆ ನಿರ್ಮಾಣ ಕಾಮಗಾರಿಗಳನ್ನು ಕೈಗೊಳ್ಳಲಾಗಿದೆ. ಮುಂದಿನ ದಿನಗಳಲ್ಲಿ ಇನ್ನಷ್ಟು ಜನಪರ ಕಾರ್ಯಕ್ರಮಗಳನ್ನು ರೂಪಿಸಲಾಗುವುದು. ನಾಡಪ್ರಭು ಕೆಂಪೇಗೌಡ ಬಡಾವಣೆ, ಶಿವರಾಮ ಕಾರಂತ ಬಡಾವಣೆಯ ಕಾಮಗಾರಿ ಶೀಘ್ರ ಪೂರ್ಣಗೊಳಿಸಲಾಗುವುದು. ನಗರದ ಸಂಚಾರ ದಟ್ಟಣೆ ನಿವಾರಣೆಗೆ ಸುರಂಗ ಮಾರ್ಗ ಯೋಜನೆ ಜಾರಿಗೆ ತರಲಾಗುತ್ತಿದೆ. ಬಿಡಿಎ ಅಧಿಕಾರಿಗಳು ಮತ್ತು ಸಿಬ್ಬಂದಿ ಪ್ರಾಮಾಣಿಕವಾಗಿ ಕೆಲಸ ಮಾಡಬೇಕು. ಸಾರ್ವಜನಿಕರ ದೂರುಗಳಿಗೆ ತ್ವರಿತವಾಗಿ ಸ್ಪಂದಿಸಬೇಕು ಎಂದು ಸೂಚಿಸಿದರು. ಕಾರ್ಯಕ್ರಮದಲ್ಲಿ ಬಿಡಿಎ ಅಧ್ಯಕ್ಷ ಎನ್.ಎ.ಹ್ಯಾರಿಸ್, ಆಯುಕ್ತ ಮಣಿವಣ್ಣನ್ ಸೇರಿದಂತೆ ಹಲವರು ಉಪಸ್ಥಿತರಿದ್ದರು. bbox=[204, 448, 376, 562]
today-item bbox=[822, 1192, 916, 1209]
story1-photo bbox=[212, 113, 392, 181]
literature-kicker: ಭಾರತೀಯ ವಿಮರ್ಶೆ ಕುರಿತು ಸಂವಾದ: ಎಚ್.ಎಸ್.ಶಿವಪ್ರಕಾಶ್ bbox=[24, 1130, 226, 1141]
col-divider bbox=[488, 800, 489, 1118]
vet-headline-line1: 24 ಪಶು ವೈದ್ಯಕೀಯ bbox=[326, 1134, 410, 1148]
compost-headline: ವಾರ್ಡ್ ಗಳಲ್ಲಿ ಕಾಂಪೋಸ್ಟ್ ತಯಾರಿಕಾ ಘಟಕ bbox=[494, 824, 754, 845]
sidebar-title-line1: ತಪ್ಪು ಮಾಡಿ ಸಿಕ್ಕಿಬಿದ್ದರೆ bbox=[438, 634, 518, 647]
weekday: ಬುಧವಾರ bbox=[838, 14, 873, 27]
lead-photo bbox=[380, 447, 576, 547]
corridor-photo bbox=[760, 500, 916, 650]
section-rule bbox=[24, 1124, 916, 1125]
section-rule bbox=[24, 344, 916, 345]
sidebar-title-line2: ಬಿಡದು ಬಿಸಾಕುತ್ತೇನೆ bbox=[442, 650, 514, 663]
compost-quote-author: ನಟರಾಜ್ ಗೌಡ, ಕೆಎಸ್ ಡಿಎಲ್ ಅಧ್ಯಕ್ಷ bbox=[682, 899, 761, 906]
today-list bbox=[822, 1192, 916, 1330]
corridor-body: ಬೆಂಗಳೂರು: ಪೆರಿಫೆರಲ್ ರಿಂಗ್ ರಸ್ತೆ ನಿರ್ಮಾಣಕ್ಕೆ ಭೂ ಸ್ವಾಧೀನ ಪ್ರಕ್ರಿಯೆ ನಡೆಯುತ್ತಿದ್ದು, ಭೂಮಿ ಕಳೆದುಕೊಳ್ಳುವ ರೈತರಿಗೆ ಆಕರ್ಷಕ ಪರಿಹಾರ ನೀಡಲಾಗುವುದು. ಬೆಂಗಳೂರು ಬಿಸಿನೆಸ್ ಕಾರಿಡಾರ್ ಯೋಜನೆ ನಗರದ ಆರ್ಥಿಕ ಬೆಳವಣಿಗೆಗೆ ಸಹಕಾರಿ ಎಂದು ಉಪ ಮುಖ್ಯಮಂತ್ರಿ ಡಿ.ಕೆ.ಶಿವಕುಮಾರ್ ಹೇಳಿದರು. ಒಟ್ಟು 73 ಕಿ.ಮೀ ಉದ್ದದ ರಸ್ತೆ ನಿರ್ಮಾಣವಾಗಲಿದ್ದು, 2010ರಲ್ಲಿ ಅಧಿಸೂಚನೆ ಹೊರಡಿಸಲಾಗಿತ್ತು. ಭೂ ಸಂತ್ರಸ್ತರಿಗೆ ನಗದು ಪರಿಹಾರ ಅಥವಾ ಅಭಿವೃದ್ಧಿಪಡಿಸಿದ ನಿವೇಶನ ನೀಡುವ ಆಯ್ಕೆ ನೀಡಲಾಗಿದೆ. ರೈತರು ತಮ್ಮ ಅನುಕೂಲಕ್ಕೆ ತಕ್ಕಂತೆ ಆಯ್ಕೆ ಮಾಡಿಕೊಳ್ಳಬಹುದು. ಯೋಜನೆಗೆ ಅಗತ್ಯ ಅನುದಾನ ಬಿಡುಗಡೆ ಮಾಡಲಾಗಿದೆ. ಶೀಘ್ರದಲ್ಲೇ ಕಾಮಗಾರಿ ಆರಂಭಿಸಲಾಗುವುದು. ಜಾಗತಿಕ ಮಟ್ಟದ ಹೂಡಿಕೆದಾರರನ್ನು ಆಕರ್ಷಿಸಲು ಯೋಜನೆ ರೂಪಿಸಲಾಗಿದೆ ಎಂದರು. bbox=[586, 499, 754, 577]
today-item-text: ಶ್ರೀನಿವಾಸ ಕಲ್ಯಾಣ ಮಹೋತ್ಸವ, ಸ್ಥಳ: ಚಾಮರಾಜಪೇಟೆ, ಬೆಳಗ್ಗೆ 11 bbox=[830, 1216, 900, 1231]
story1-body2: 75 ಕೋಟಿ ರೂಪಾಯಿಗಳ ಬೇಡಿಕೆ ಇದೆ. ಪೂರಕ ಬಜೆಟ್ ಮೂಲಕ ನೀರು ಸರಬರಾಜು ನಿರ್ವಹಣೆ ಹಾಗೂ ಇತರೆ ಕಾರ್ಯಕ್ಕಾಗಿ 500 ಕೋಟಿ ರೂಪಾಯಿಗಳ ಅವಶ್ಯಕತೆ ಇದೆ. ಪೌರ ಕಾರ್ಮಿಕರ ನೇಮಕಾತಿ, ಆರೋಗ್ಯ ಮತ್ತು ನೈರ್ಮಲ್ಯ ಸಂಬಂಧಿತ ಕಾರ್ಯಕ್ಕೆ 300 ಕೋಟಿ ರೂಪಾಯಿಗಳ ಅಗತ್ಯವಿದೆ ಎಂದು ಅಧಿಕಾರಿಗಳು ಮಾಹಿತಿ ನೀಡಿದರು. ನ್ಯಾಯಾಲಯದ ಆದೇಶದಂತೆ ಹಣ ಪಾವತಿಸಬೇಕಾಗಿದೆ. 25 ಕೋಟಿಗಳ ಅಭಿವೃದ್ಧಿ ಅನುದಾನ ನೀಡಬೇಕು. ಪಾಲಿಕೆಯ ಆರ್ಥಿಕ ಸ್ಥಿತಿ ಕುರಿತು ಸಮಗ್ರ ವರದಿ ಸಲ್ಲಿಸಲಾಗುವುದು ಎಂದು ಡಾ.ಸಿ.ನಾರಾಯಣಸ್ವಾಮಿ ತಿಳಿಸಿದರು. bbox=[212, 185, 392, 236]
today-item-text: ವಚನ ಗಾಯನ ಕಾರ್ಯಕ್ರಮ, ಸ್ಥಳ: ಬಸವನಗುಡಿ, ಸಂಜೆ 6:15 bbox=[830, 1262, 894, 1277]
bullet-icon: ■ bbox=[822, 1239, 828, 1245]
max-temp: 26 bbox=[734, 18, 762, 42]
science-kicker: ವಿಜ್ಞಾನ ಮತ್ತು ತಂತ್ರಜ್ಞಾನ ಕುರಿತ ಕಾರ್ಯಾಗಾರ bbox=[476, 1130, 655, 1144]
brand-banner bbox=[24, 4, 246, 58]
brief1-title-line1: ಜ.9ರಂದು ನಿರಂತರ bbox=[75, 404, 155, 418]
min-temp: 16 bbox=[776, 18, 804, 42]
magenta-dot bbox=[96, 1416, 103, 1423]
date: 7 ಜನವರಿ 2026 bbox=[838, 28, 894, 38]
today-item bbox=[822, 1284, 916, 1301]
story2-headline-line2: ಸದ್ಯ ಶಾಂತಿಯುತ bbox=[406, 90, 505, 111]
bouquet-shape bbox=[656, 190, 746, 260]
literature-photo bbox=[172, 1184, 314, 1252]
masthead bbox=[0, 0, 945, 62]
brief2-title-line2: ಬೋಸರಾಜು ಭೇಟಿ bbox=[75, 673, 143, 686]
lead-quote: ಬಿಡಿಎ ಪ್ರಕಟ ಕಮಿಷನರುಗಳು ಒಟ್ಟಾಗಿ ಮತ್ತಷ್ಟು ಅರ್ಥಿಕ ಸಶಕ್ತರ ರಾಜಕಾರಣವನ್ನು ರೂಪಿಸಬೇಕು. ಬಿಡಿಎ ಮುಕ್ತವಾಗಿ ಪಾರದರ್ಶಕವಾಗಿ ಕೆಲಸ ಮಾಡಬೇಕು. bbox=[380, 553, 576, 569]
kirusuddi-label: ಕಿರುಸುದ್ದಿ bbox=[80, 367, 124, 385]
col-divider bbox=[320, 1130, 321, 1412]
min-temp-label: ಕನಿಷ್ಠ bbox=[778, 10, 792, 19]
story1-kicker: ಬೆಸ್ಕಾಂ ಅಧಿಕಾರಿಗಳಿಗೆ ರಾಜ್ಯ ಹಣಕಾಸು ಆಯೋಗದ ಅಧ್ಯಕ್ಷರ ಸೂಚನೆ bbox=[24, 70, 286, 84]
compost-side-body: ನಗರದ ಪ್ರಮುಖ ಉದ್ಯಾನವನಗಳಲ್ಲಿ ಕಾಂಪೋಸ್ಟ್ ಘಟಕಗಳನ್ನು ಸ್ಥಾಪಿಸಿ, ಒಣ ಎಲೆಗಳನ್ನು ಸಂಗ್ರಹಿಸಿ ಗೊಬ್ಬರವಾಗಿ ಪರಿವರ್ತಿಸಲಾಗುವುದು. ಇದರಿಂದ ಉದ್ಯಾನವನಗಳ ನಿರ್ವಹಣಾ ವೆಚ್ಚ ಕಡಿಮೆಯಾಗಲಿದೆ ಎಂದು ತಿಳಿಸಿದರು. bbox=[810, 901, 912, 943]
sidebar-body: ಬಿಡಿಎ ಹಣದ ಬಗ್ಗೆ ಬೆಂಗಳೂರಿನ ಜನರಿಗೆ ಗೊತ್ತಿದೆ. ಅಧಿಕಾರಿಗಳು ಮಧ್ಯವರ್ತಿಗಳ ಜೊತೆ ಶಾಮೀಲಾಗಿ ಕೆಲಸ ಮಾಡಿದರೆ ಸಹಿಸುವುದಿಲ್ಲ. ತಪ್ಪು ಮಾಡಿ ಸಿಕ್ಕಿಬಿದ್ದರೆ ಯಾವುದೇ ಮುಲಾಜಿಲ್ಲದೆ ಕ್ರಮ ಕೈಗೊಳ್ಳುತ್ತೇನೆ. ಸಾರ್ವಜನಿಕರ ಕೆಲಸವನ್ನು ಸಮಯಕ್ಕೆ ಸರಿಯಾಗಿ ಮಾಡಿಕೊಡಬೇಕು ಎಂದು ಡಿಕೆಶಿ ಎಚ್ಚರಿಕೆ ನೀಡಿದರು. bbox=[386, 671, 570, 695]
